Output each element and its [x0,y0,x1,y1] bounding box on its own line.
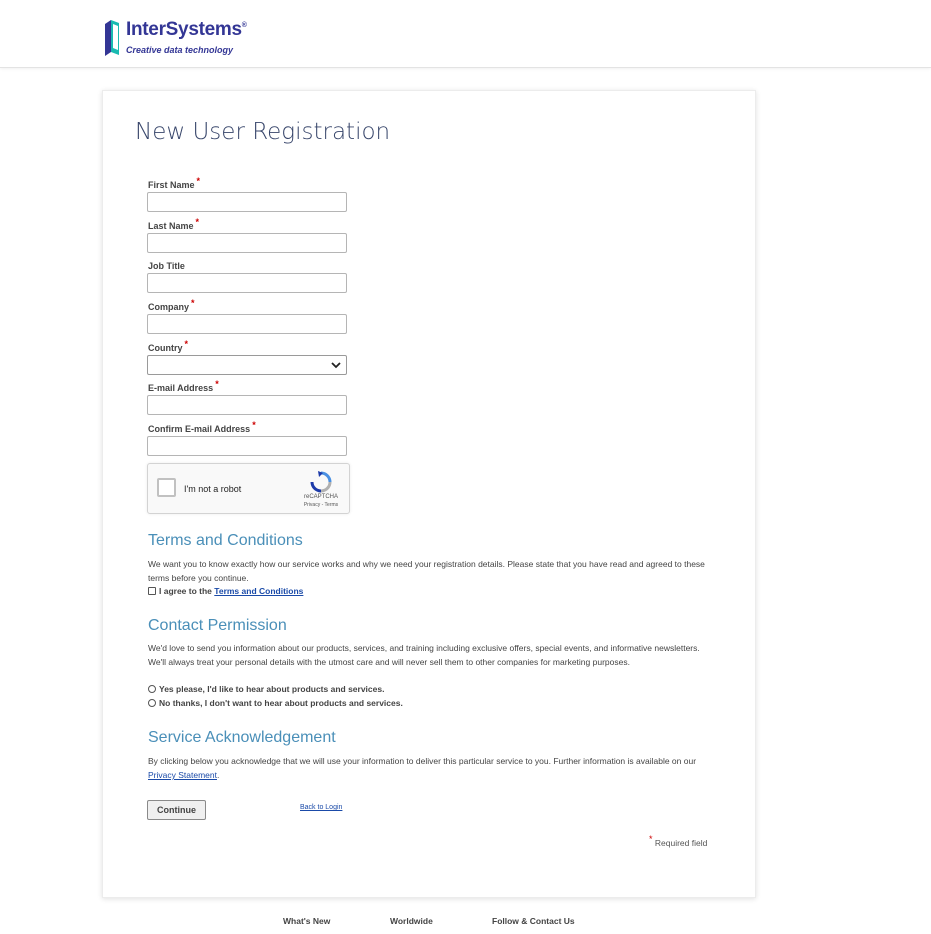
email-input[interactable] [147,395,347,415]
last-name-label: Last Name * [148,217,200,231]
company-input[interactable] [147,314,347,334]
terms-agree-prefix: I agree to the [159,586,212,596]
required-asterisk: * [215,379,219,389]
recaptcha-widget [147,463,350,514]
contact-yes-label: Yes please, I'd like to hear about products and services. [159,684,385,694]
privacy-statement-link[interactable]: Privacy Statement [148,770,217,780]
job-title-input[interactable] [147,273,347,293]
required-asterisk: * [191,298,195,308]
logo-name: InterSystems® [126,19,247,40]
required-asterisk: * [184,339,189,349]
confirm-email-input[interactable] [147,436,347,456]
service-heading: Service Acknowledgement [148,729,336,746]
recaptcha-logo-icon [310,471,332,493]
recaptcha-privacy-terms[interactable]: Privacy - Terms [303,502,339,508]
logo-tagline: Creative data technology [126,45,234,55]
terms-text: We want you to know exactly how our service works and why we need your registration details. Please state that you have read and agreed to these terms before you continue. [148,559,705,583]
contact-yes-row [148,684,384,696]
logo-mark-icon [105,20,121,56]
terms-agree-row [148,586,303,598]
required-asterisk: * [195,217,200,227]
recaptcha-checkbox[interactable] [157,478,176,497]
required-asterisk: * [252,420,256,430]
recaptcha-brand: reCAPTCHA [303,494,338,500]
contact-no-radio[interactable] [148,699,156,707]
continue-button[interactable]: Continue [147,800,206,820]
contact-yes-radio[interactable] [148,685,156,693]
terms-checkbox[interactable] [148,587,156,595]
required-asterisk: * [196,176,201,186]
company-label: Company * [148,298,195,312]
email-label: E-mail Address * [148,379,219,393]
required-asterisk: * [649,834,653,844]
country-label: Country * [148,339,189,353]
page-title: New User Registration [135,119,391,145]
contact-heading: Contact Permission [148,617,287,634]
footer-follow-contact[interactable]: Follow & Contact Us [492,916,575,926]
terms-heading: Terms and Conditions [148,532,303,549]
terms-link[interactable]: Terms and Conditions [214,586,304,596]
contact-no-label: No thanks, I don't want to hear about products and services. [159,698,403,708]
first-name-label: First Name * [148,176,201,190]
job-title-label: Job Title [148,261,185,271]
service-text: By clicking below you acknowledge that we will use your information to deliver this particular service to you. Further information is available on our Privacy Statement. [148,756,697,780]
country-select[interactable] [147,355,347,375]
first-name-input[interactable] [147,192,347,212]
contact-text: We'd love to send you information about our products, services, and training including exclusive offers, special events, and informative newsletters. We'll always treat your personal details with the utmost care and will never sell them to other companies for marketing purposes. [148,643,700,667]
last-name-input[interactable] [147,233,347,253]
contact-no-row [148,698,403,710]
recaptcha-label: I'm not a robot [184,484,242,494]
footer-whats-new[interactable]: What's New [283,916,331,926]
confirm-email-label: Confirm E-mail Address * [148,420,256,434]
required-field-note: * Required field [649,834,708,848]
intersystems-logo[interactable] [105,18,255,58]
chevron-down-icon [331,361,341,369]
footer-worldwide[interactable]: Worldwide [390,916,433,926]
site-header [0,0,931,68]
registration-card [102,90,756,898]
back-to-login-link[interactable]: Back to Login [300,804,343,811]
